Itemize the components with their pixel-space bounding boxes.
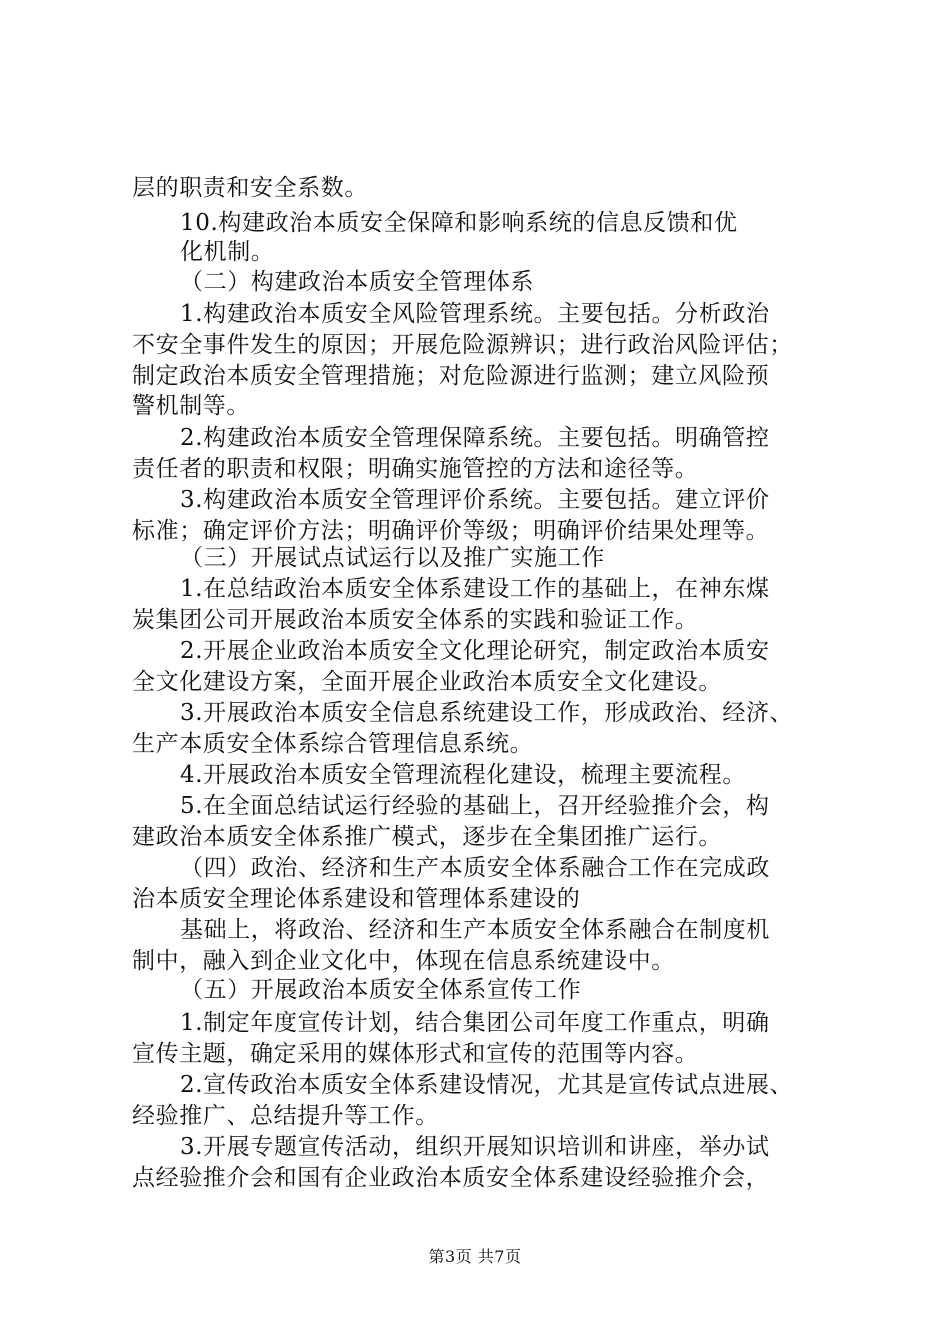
text-line: 4.开展政治本质安全管理流程化建设，梳理主要流程。: [180, 762, 746, 788]
page-number: 第3页 共7页: [428, 1247, 522, 1266]
text-line: 责任者的职责和权限；明确实施管控的方法和途径等。: [132, 456, 699, 482]
text-line: 生产本质安全体系综合管理信息系统。: [132, 731, 534, 757]
section-heading: （三）开展试点试运行以及推广实施工作: [180, 545, 605, 571]
section-heading: （二）构建政治本质安全管理体系: [180, 269, 534, 295]
text-line: 2.宣传政治本质安全体系建设情况，尤其是宣传试点进展、: [180, 1072, 794, 1098]
text-line: 3.构建政治本质安全管理评价系统。主要包括。建立评价: [180, 487, 770, 513]
text-line: 警机制等。: [132, 393, 250, 419]
text-line: 制中，融入到企业文化中，体现在信息系统建设中。: [132, 948, 675, 974]
text-line: 炭集团公司开展政治本质安全体系的实践和验证工作。: [132, 607, 699, 633]
text-line: 3.开展政治本质安全信息系统建设工作，形成政治、经济、: [180, 700, 794, 726]
text-line: 治本质安全理论体系建设和管理体系建设的: [132, 886, 581, 912]
text-line: 5.在全面总结试运行经验的基础上，召开经验推介会，构: [180, 793, 770, 819]
text-line: 经验推广、总结提升等工作。: [132, 1103, 439, 1129]
text-line: 建政治本质安全体系推广模式，逐步在全集团推广运行。: [132, 824, 722, 850]
text-line: 10.构建政治本质安全保障和影响系统的信息反馈和优: [180, 210, 738, 236]
text-line: 2.开展企业政治本质安全文化理论研究，制定政治本质安: [180, 638, 770, 664]
text-line: 点经验推介会和国有企业政治本质安全体系建设经验推介会，: [132, 1165, 770, 1191]
section-heading: （四）政治、经济和生产本质安全体系融合工作在完成政: [180, 855, 770, 881]
text-line: 1.在总结政治本质安全体系建设工作的基础上，在神东煤: [180, 576, 770, 602]
text-line: 标准；确定评价方法；明确评价等级；明确评价结果处理等。: [132, 518, 770, 544]
text-line: 2.构建政治本质安全管理保障系统。主要包括。明确管控: [180, 425, 770, 451]
text-line: 制定政治本质安全管理措施；对危险源进行监测；建立风险预: [132, 363, 770, 389]
text-line: 全文化建设方案，全面开展企业政治本质安全文化建设。: [132, 669, 722, 695]
text-line: 宣传主题，确定采用的媒体形式和宣传的范围等内容。: [132, 1041, 699, 1067]
text-line: 1.制定年度宣传计划，结合集团公司年度工作重点，明确: [180, 1010, 770, 1036]
text-line: 3.开展专题宣传活动，组织开展知识培训和讲座，举办试: [180, 1134, 770, 1160]
text-line: 不安全事件发生的原因；开展危险源辨识；进行政治风险评估；: [132, 332, 793, 358]
text-line: 基础上，将政治、经济和生产本质安全体系融合在制度机: [180, 917, 770, 943]
text-line: 化机制。: [180, 239, 275, 265]
section-heading: （五）开展政治本质安全体系宣传工作: [180, 977, 582, 1003]
text-line: 1.构建政治本质安全风险管理系统。主要包括。分析政治: [180, 301, 770, 327]
text-line: 层的职责和安全系数。: [132, 175, 368, 201]
